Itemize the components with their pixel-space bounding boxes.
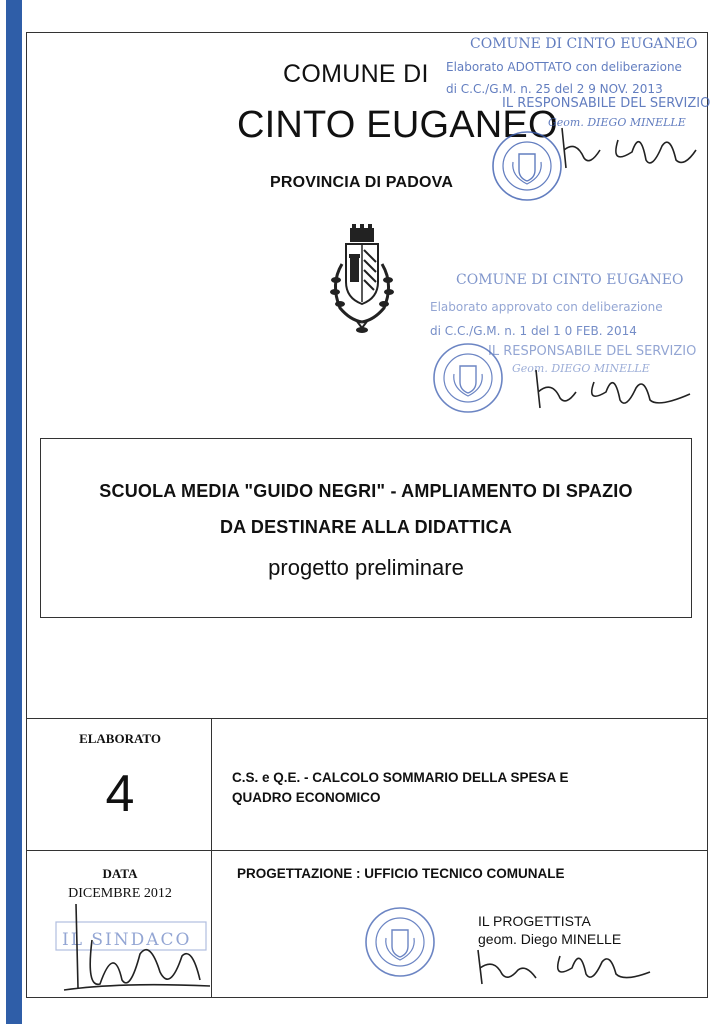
stamp-approvato-line5: Geom. DIEGO MINELLE bbox=[512, 362, 650, 375]
stamp-adottato-line4: IL RESPONSABILE DEL SERVIZIO bbox=[502, 96, 711, 111]
sindaco-stamp: IL SINDACO bbox=[62, 930, 192, 950]
table-column-divider bbox=[211, 718, 212, 998]
elaborato-description-line1: C.S. e Q.E. - CALCOLO SOMMARIO DELLA SPESA E bbox=[232, 770, 569, 785]
progettista-name: geom. Diego MINELLE bbox=[478, 931, 622, 947]
stamp-approvato-line2: Elaborato approvato con deliberazione bbox=[430, 300, 663, 314]
project-subtitle: progetto preliminare bbox=[268, 555, 464, 580]
stamp-approvato-line3: di C.C./G.M. n. 1 del 1 0 FEB. 2014 bbox=[430, 324, 637, 338]
data-value: DICEMBRE 2012 bbox=[68, 886, 172, 901]
header-province: PROVINCIA DI PADOVA bbox=[270, 174, 454, 191]
table-middle-border bbox=[26, 850, 708, 851]
municipal-crest-icon bbox=[326, 224, 398, 336]
stamp-adottato-line3: di C.C./G.M. n. 25 del 2 9 NOV. 2013 bbox=[446, 82, 663, 96]
stamp-approvato-line1: COMUNE DI CINTO EUGANEO bbox=[456, 272, 684, 288]
project-title-line1: SCUOLA MEDIA "GUIDO NEGRI" - AMPLIAMENTO DI SPAZIO bbox=[99, 481, 633, 501]
project-title-box bbox=[40, 438, 692, 618]
progettista-block bbox=[478, 912, 621, 948]
header-municipality-name: CINTO EUGANEO bbox=[237, 104, 558, 146]
stamp-adottato-line5: Geom. DIEGO MINELLE bbox=[548, 116, 686, 129]
elaborato-number: 4 bbox=[105, 765, 135, 823]
progettista-title: IL PROGETTISTA bbox=[478, 913, 591, 929]
stamp-adottato-line2: Elaborato ADOTTATO con deliberazione bbox=[446, 60, 682, 74]
stamp-approvato-line4: IL RESPONSABILE DEL SERVIZIO bbox=[488, 344, 697, 359]
elaborato-label: ELABORATO bbox=[79, 731, 161, 746]
table-top-border bbox=[26, 718, 708, 719]
progettazione-label: PROGETTAZIONE : UFFICIO TECNICO COMUNALE bbox=[237, 866, 565, 881]
elaborato-description bbox=[232, 768, 672, 808]
elaborato-description-line2: QUADRO ECONOMICO bbox=[232, 790, 381, 805]
header-comune-di: COMUNE DI bbox=[283, 60, 429, 88]
data-label: DATA bbox=[102, 866, 138, 881]
binding-strip bbox=[6, 0, 22, 1024]
project-title-line2: DA DESTINARE ALLA DIDATTICA bbox=[219, 517, 513, 537]
stamp-adottato-line1: COMUNE DI CINTO EUGANEO bbox=[470, 36, 698, 52]
